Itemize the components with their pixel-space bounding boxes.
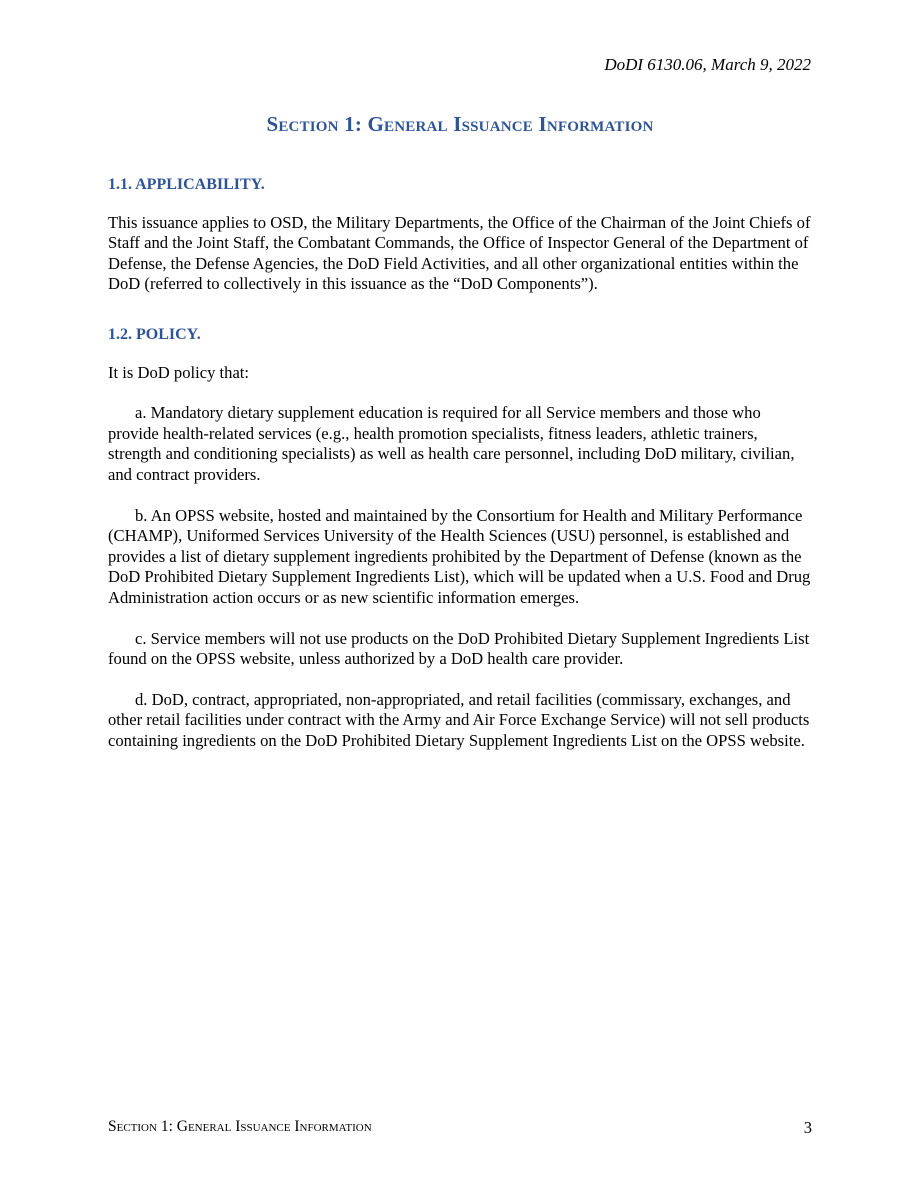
policy-item-d: d. DoD, contract, appropriated, non-appropriated, and retail facilities (commissary, exchanges, and other retail facilities under contract with the Army and Air Force Exchange Service) will not sell products containing ingredients on the DoD Prohibited Dietary Supplement Ingredients List on the OPSS website.	[108, 689, 810, 750]
policy-item-c: c. Service members will not use products on the DoD Prohibited Dietary Supplement Ingredients List found on the OPSS website, unless authorized by a DoD health care provider.	[108, 628, 810, 669]
policy-heading: 1.2. POLICY.	[108, 325, 201, 343]
document-reference: DoDI 6130.06, March 9, 2022	[604, 55, 811, 74]
policy-intro: It is DoD policy that:	[108, 362, 250, 382]
applicability-paragraph: This issuance applies to OSD, the Military Departments, the Office of the Chairman of the Joint Chiefs of Staff and the Joint Staff, the Combatant Commands, the Office of Inspector General of the Department of Defense, the Defense Agencies, the DoD Field Activities, and all other organizational entities within the DoD (referred to collectively in this issuance as the “DoD Components”).	[108, 212, 811, 294]
policy-item-b: b. An OPSS website, hosted and maintained by the Consortium for Health and Military Performance (CHAMP), Uniformed Services University of the Health Sciences (USU) personnel, is established and provides a list of dietary supplement ingredients prohibited by the Department of Defense (known as the DoD Prohibited Dietary Supplement Ingredients List), which will be updated when a U.S. Food and Drug Administration action occurs or as new scientific information emerges.	[108, 505, 811, 607]
policy-item-a: a. Mandatory dietary supplement education is required for all Service members and those who provide health-related services (e.g., health promotion specialists, fitness leaders, athletic trainers, strength and conditioning specialists) as well as health care personnel, including DoD military, civilian, and contract providers.	[108, 403, 795, 484]
applicability-heading: 1.1. APPLICABILITY.	[108, 176, 265, 193]
page-body	[108, 175, 812, 771]
footer-section-label: Section 1: General Issuance Information	[108, 1118, 372, 1135]
page-number: 3	[803, 1118, 812, 1137]
section-title: Section 1: General Issuance Information	[266, 112, 654, 136]
